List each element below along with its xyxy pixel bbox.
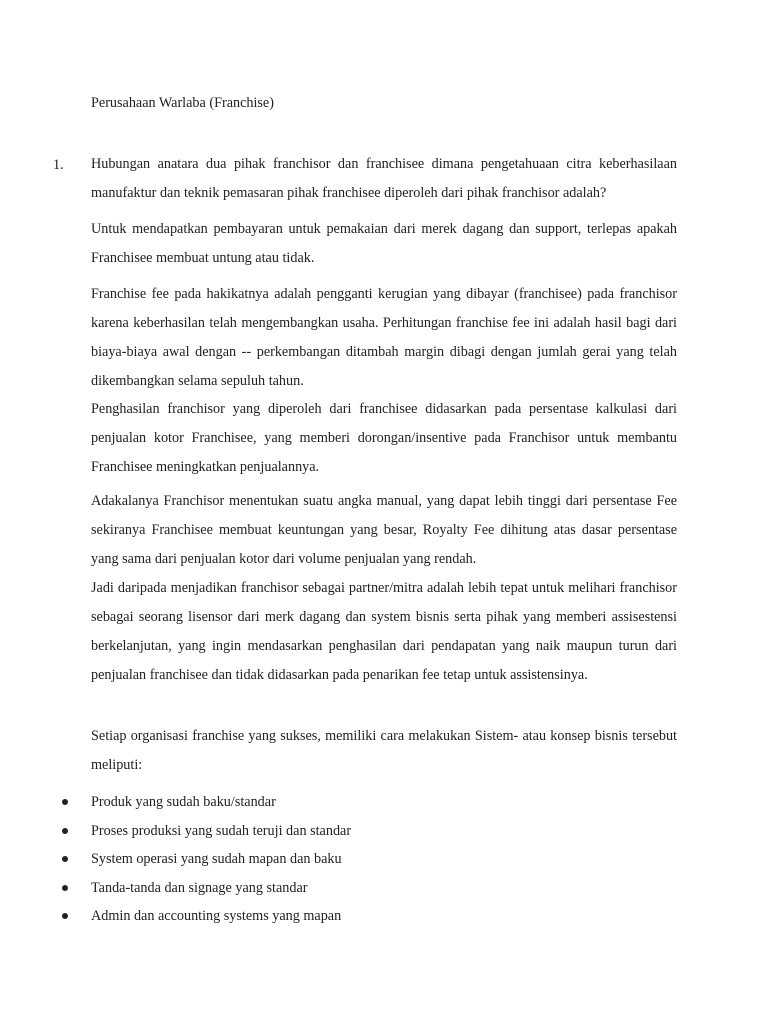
paragraph-3: Penghasilan franchisor yang diperoleh dari franchisee didasarkan pada persentase kalkulasi dari penjualan kotor Franchisee, yang memberi dorongan/insentive pada Franchisor untuk membantu Franchisee meningkatkan penjualannya. xyxy=(91,401,677,475)
question-text: Hubungan anatara dua pihak franchisor dan franchisee dimana pengetahuaan citra keberhasilaan manufaktur dan teknik pemasaran pihak franchisee diperoleh dari pihak franchisor adalah? xyxy=(91,156,677,201)
bullet-list xyxy=(0,788,768,931)
paragraph-2: Franchise fee pada hakikatnya adalah pengganti kerugian yang dibayar (franchisee) pada franchisor karena keberhasilan telah mengembangkan usaha. Perhitungan franchise fee ini adalah hasil bagi dari biaya-biaya awal dengan -- perkembangan ditambah margin dibagi dengan jumlah gerai yang telah dikembangkan selama sepuluh tahun. xyxy=(91,286,677,389)
list-item xyxy=(0,874,768,903)
bullet-icon xyxy=(62,828,68,834)
bullet-icon xyxy=(62,885,68,891)
document-title: Perusahaan Warlaba (Franchise) xyxy=(91,95,274,111)
list-item xyxy=(0,817,768,846)
list-item xyxy=(0,902,768,931)
list-item xyxy=(0,788,768,817)
question-number: 1. xyxy=(53,157,64,173)
list-item-text: Admin dan accounting systems yang mapan xyxy=(91,908,342,924)
list-item xyxy=(0,845,768,874)
paragraph-6: Setiap organisasi franchise yang sukses, memiliki cara melakukan Sistem- atau konsep bisnis tersebut meliputi: xyxy=(91,728,677,773)
list-item-text: Tanda-tanda dan signage yang standar xyxy=(91,879,308,896)
paragraph-4: Adakalanya Franchisor menentukan suatu angka manual, yang dapat lebih tinggi dari persentase Fee sekiranya Franchisee membuat keuntungan yang besar, Royalty Fee dihitung atas dasar persentase yang sama dari penjualan kotor dari volume penjualan yang rendah. xyxy=(91,493,677,567)
paragraph-5: Jadi daripada menjadikan franchisor sebagai partner/mitra adalah lebih tepat untuk melihari franchisor sebagai seorang lisensor dari merk dagang dan system bisnis serta pihak yang memberi assisestensi berkelanjutan, yang ingin mendasarkan penghasilan dari pendapatan yang naik maupun turun dari penjualan franchisee dan tidak didasarkan pada penarikan fee tetap untuk assistensinya. xyxy=(91,580,677,683)
bullet-icon xyxy=(62,799,68,805)
bullet-icon xyxy=(62,913,68,919)
list-item-text: Proses produksi yang sudah teruji dan standar xyxy=(91,822,352,839)
bullet-icon xyxy=(62,856,68,862)
list-item-text: System operasi yang sudah mapan dan baku xyxy=(91,851,342,867)
paragraph-1: Untuk mendapatkan pembayaran untuk pemakaian dari merek dagang dan support, terlepas apakah Franchisee membuat untung atau tidak. xyxy=(91,221,677,266)
list-item-text: Produk yang sudah baku/standar xyxy=(91,794,276,810)
